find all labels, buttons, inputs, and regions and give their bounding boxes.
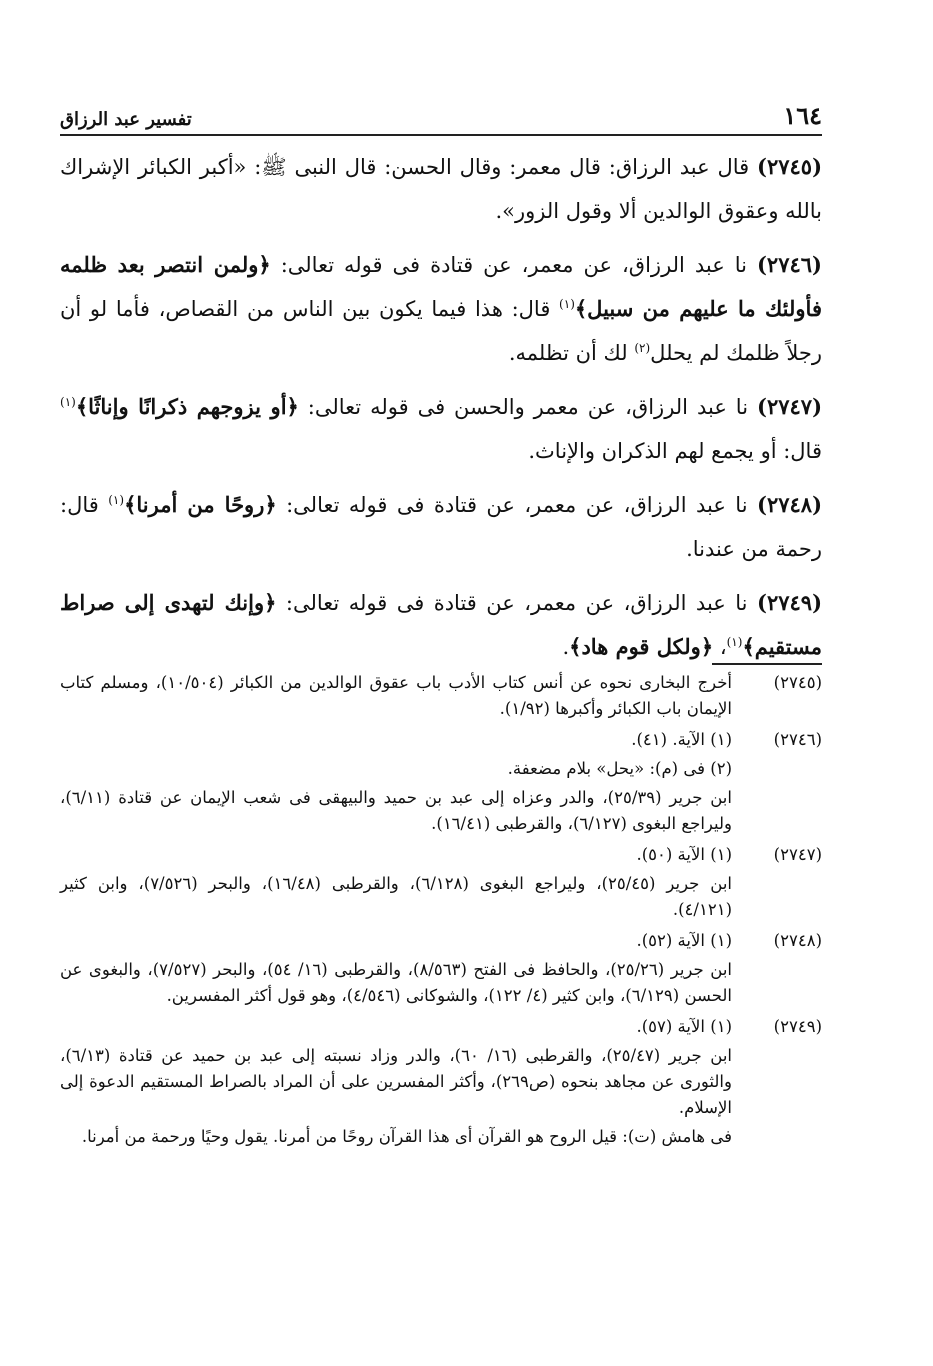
quran-verse: ﴿روحًا من أمرنا﴾ [124,492,277,517]
footnote-line: ابن جرير (٢٥/٤٧)، والقرطبى (١٦/ ٦٠)، والدر وزاد نسبته إلى عبد بن حميد عن قتادة (٦/١٣)، والثورى عن مجاهد بنحوه (ص٢٦٩)، وأكثر المفسرين على أن المراد بالصراط المستقيم الدعوة إلى الإسلام. [60,1046,732,1117]
footnote-line: (١) الآية (٥٧). [636,1017,732,1036]
page-header [60,90,822,136]
entry-text: قال: أو يجمع لهم الذكران والإناث. [528,439,822,463]
footnote-number: (٢٧٤٦) [773,730,822,749]
footnote-ref: (١) [726,635,743,649]
quran-verse: ﴿ولكل قوم هاد﴾ [569,634,714,659]
book-page [60,70,822,1330]
entry-text: نا عبد الرزاق، عن معمر، عن قتادة فى قوله تعالى: [280,253,747,277]
footnote-ref: (١) [60,395,76,409]
footnote-number: (٢٧٤٥) [773,673,822,692]
running-title: تفسير عبد الرزاق [60,109,192,130]
footnote-2747 [60,842,822,926]
footnote-line: ابن جرير (٢٥/٢٦)، والحافظ فى الفتح (٨/٥٦٣)، والقرطبى (١٦/ ٥٤)، والبحر (٧/٥٢٧)، والبغوى عن الحسن (٦/١٢٩)، وابن كثير (٤/ ١٢٢)، والشوكانى (٤/٥٤٦)، وهو قول أكثر المفسرين. [60,960,732,1005]
quran-verse: ﴿أو يزوجهم ذكرانًا وإناثًا﴾ [75,394,299,419]
entry-number: (٢٧٤٥) [757,154,822,179]
footnote-ref: (٢) [634,341,651,355]
footnote-line: ابن جرير (٢٥/٤٥)، وليراجع البغوى (٦/١٢٨)، والقرطبى (١٦/٤٨)، والبحر (٧/٥٢٦)، وابن كثير (٤/١٢١). [60,874,733,919]
entry-text: نا عبد الرزاق، عن معمر، عن قتادة فى قوله تعالى: [286,493,748,517]
entry-number: (٢٧٤٩) [757,590,822,615]
footnote-line: (١) الآية (٥٠). [636,845,732,864]
entry-text: نا عبد الرزاق، عن معمر والحسن فى قوله تعالى: [307,395,749,419]
entry-2746 [60,243,822,375]
footnote-number: (٢٧٤٩) [773,1017,822,1036]
footnotes [60,670,822,1155]
entry-2747 [60,385,822,473]
page-number: ١٦٤ [783,101,822,130]
entry-text: . [562,635,570,659]
quran-verse: ﴿ولمن انتصر بعد ظلمه فأولئك ما عليهم من سبيل﴾ [60,252,822,321]
footnote-2748 [60,928,822,1012]
main-text [60,145,822,679]
footnote-line: (٢) فى (م): «يحل» بلام مضعفة. [507,759,732,778]
footnote-line: فى هامش (ت): قيل الروح هو القرآن أى هذا القرآن روحًا من أمرنا. يقول وحيًا ورحمة من أمرنا. [81,1127,732,1146]
footnote-2745 [60,670,822,725]
footnote-ref: (١) [108,493,125,507]
footnote-separator [712,663,822,665]
entry-text: نا عبد الرزاق، عن معمر، عن قتادة فى قوله تعالى: [285,591,748,615]
footnote-number: (٢٧٤٧) [773,845,822,864]
entry-2748 [60,483,822,571]
footnote-line: (١) الآية (٥٢). [636,931,732,950]
entry-2749 [60,581,822,669]
footnote-ref: (١) [559,297,575,311]
footnote-2746 [60,727,822,840]
footnote-2749 [60,1014,822,1153]
footnote-line: أخرج البخارى نحوه عن أنس كتاب الأدب باب عقوق الوالدين من الكبائر (١٠/٥٠٤)، ومسلم كتاب الإيمان باب الكبائر وأكبرها (١/٩٢). [60,673,732,718]
entry-2745 [60,145,822,233]
footnote-line: (١) الآية. (٤١). [631,730,732,749]
entry-text: قال: هذا فيما يكون بين الناس من القصاص، فأما لو أن رجلاً ظلمك لم يحلل [60,297,822,365]
entry-text: لك أن تظلمه. [508,341,628,365]
quran-verse: ﴿وإنك لتهدى إلى صراط مستقيم﴾ [60,590,822,659]
footnote-number: (٢٧٤٨) [773,931,822,950]
entry-number: (٢٧٤٧) [757,394,822,419]
entry-number: (٢٧٤٦) [756,252,822,277]
entry-text: ، [719,635,727,659]
entry-text: قال: رحمة من عندنا. [60,493,822,561]
entry-text: قال عبد الرزاق: قال معمر: وقال الحسن: قال النبى ﷺ: «أكبر الكبائر الإشراك بالله وعقوق الوالدين ألا وقول الزور». [60,155,822,223]
entry-number: (٢٧٤٨) [757,492,822,517]
footnote-line: ابن جرير (٢٥/٣٩)، والدر وعزاه إلى عبد بن حميد والبيهقى فى شعب الإيمان عن قتادة (٦/١١)، وليراجع البغوى (٦/١٢٧)، والقرطبى (١٦/٤١). [60,788,732,833]
